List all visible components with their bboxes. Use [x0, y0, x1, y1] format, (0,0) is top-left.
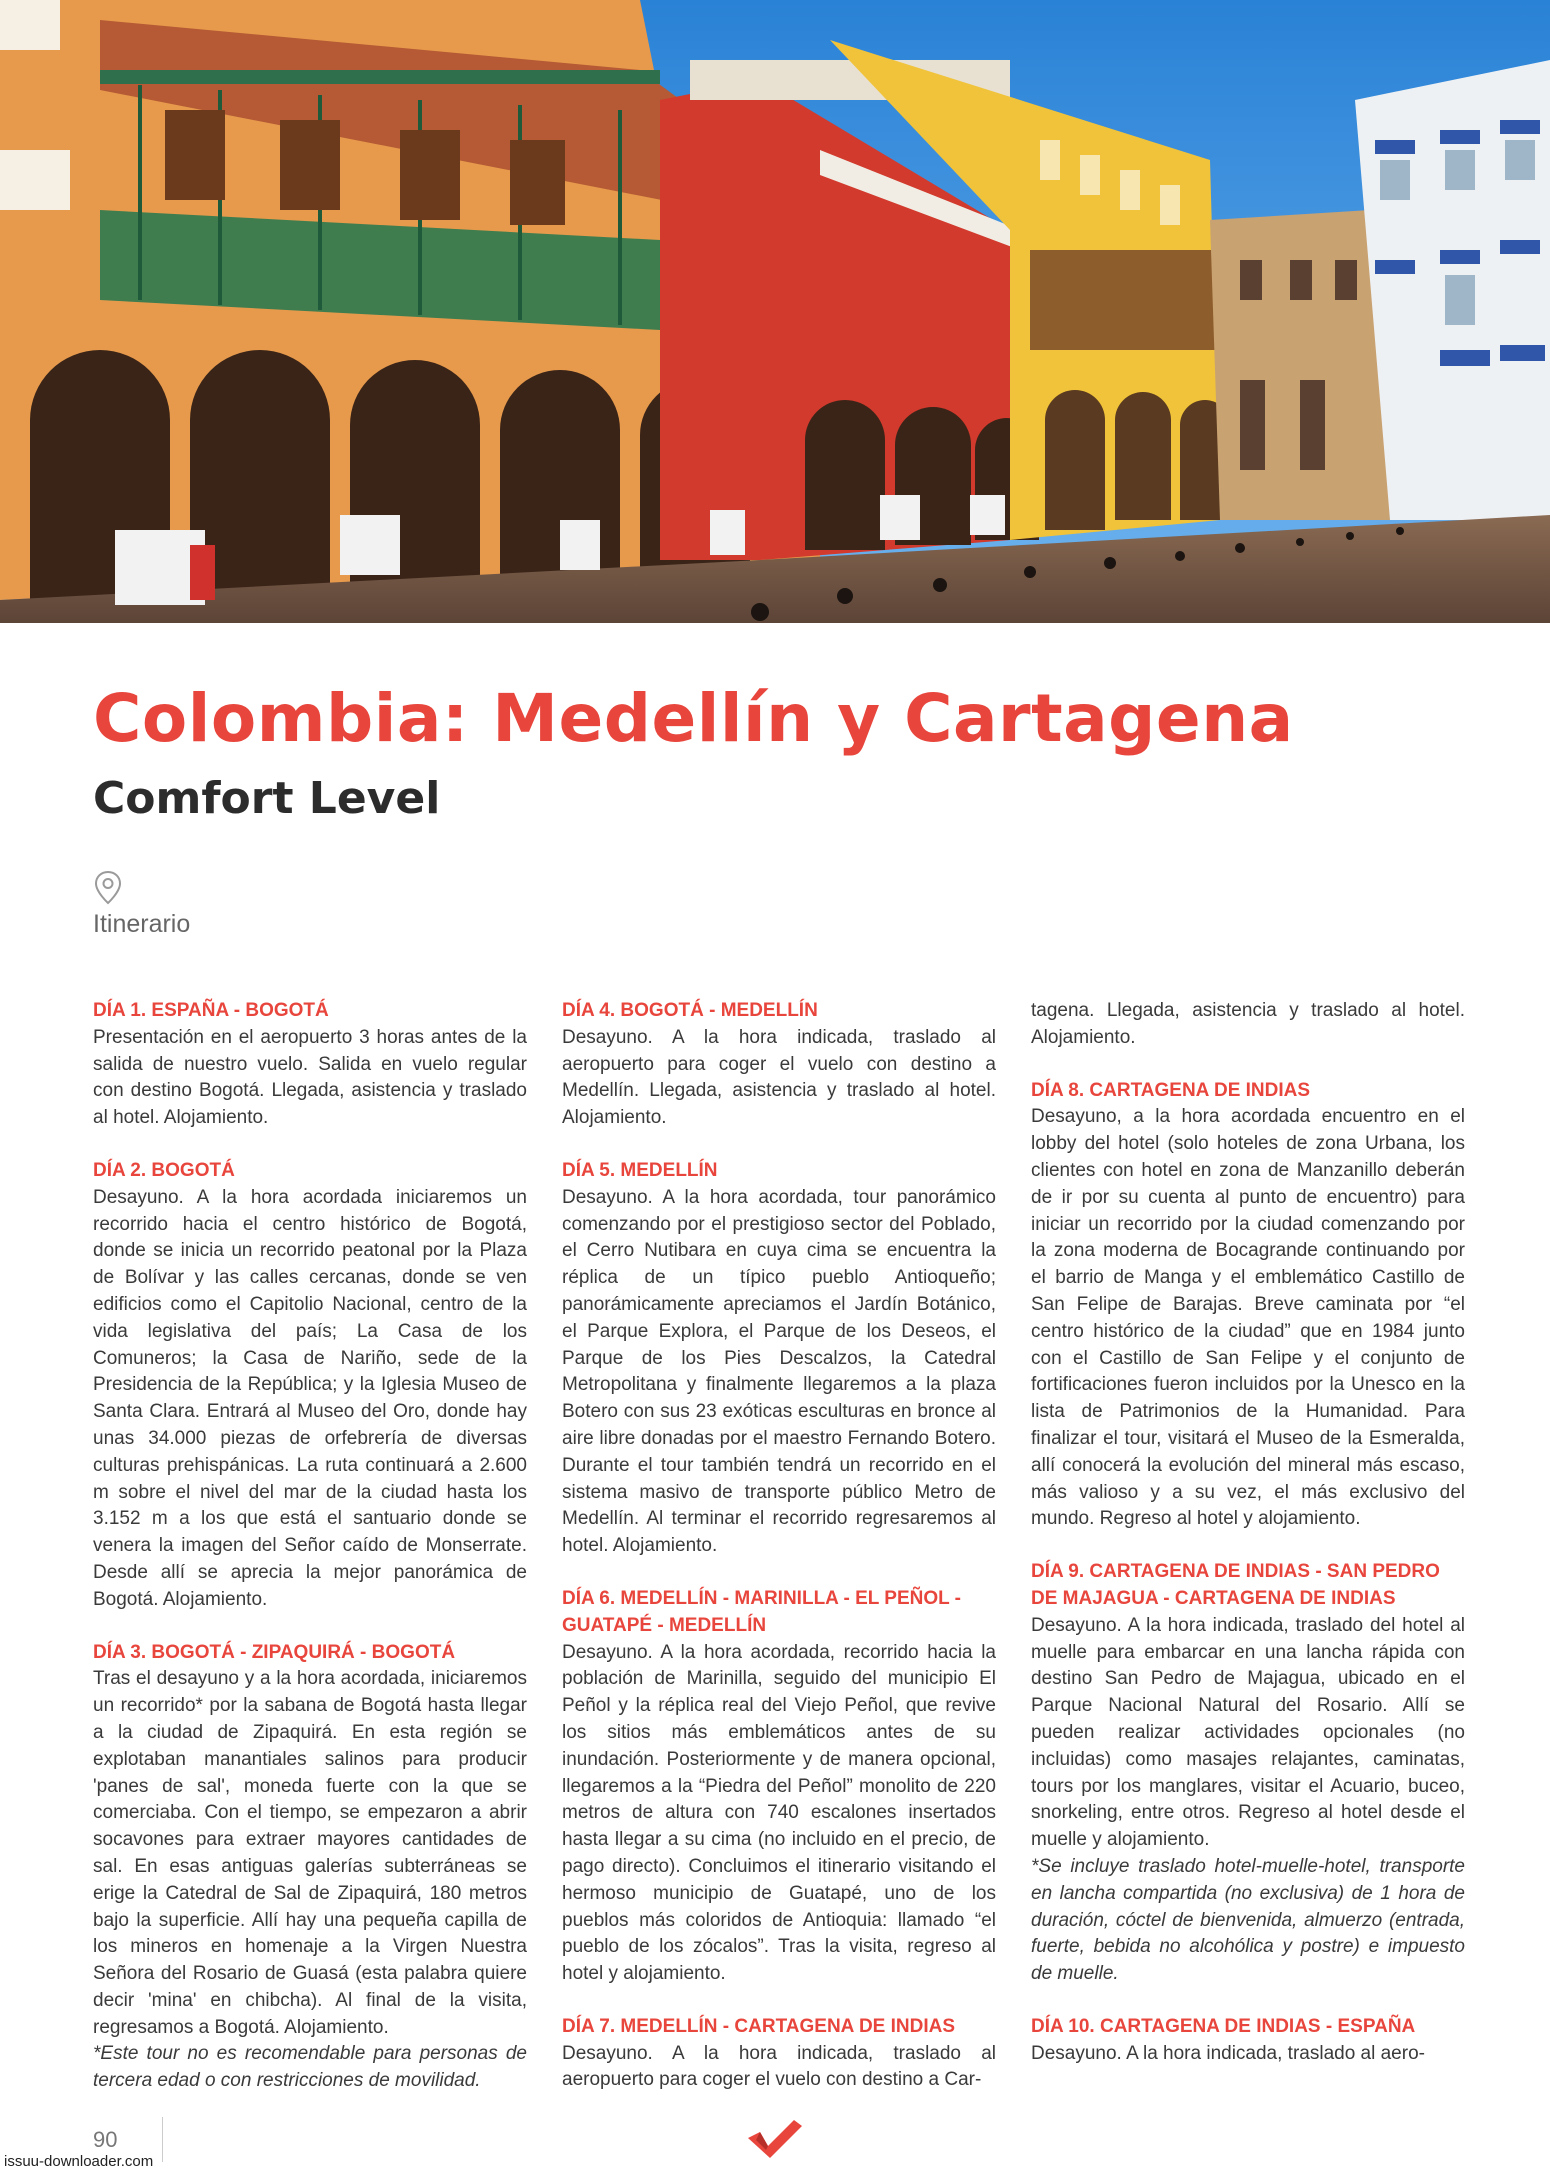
- itinerary-day: [1031, 2014, 1465, 2068]
- day-heading: DÍA 9. CARTAGENA DE INDIAS - SAN PEDRO DE MAJAGUA - CARTAGENA DE INDIAS: [1031, 1561, 1440, 1609]
- itinerary-day: [93, 1640, 527, 2096]
- day-heading: DÍA 3. BOGOTÁ - ZIPAQUIRÁ - BOGOTÁ: [93, 1641, 456, 1663]
- hero-photo: [0, 0, 1550, 623]
- day-heading: DÍA 6. MEDELLÍN - MARINILLA - EL PEÑOL - GUATAPÉ - MEDELLÍN: [562, 1587, 961, 1636]
- footer-divider: [162, 2117, 163, 2162]
- itinerary-column-1: [93, 998, 527, 2121]
- page-subtitle: Comfort Level: [93, 773, 441, 824]
- day-text: Desayuno. A la hora indicada, traslado al aero-: [1031, 2042, 1425, 2064]
- itinerary-day: [562, 1586, 996, 1988]
- day-heading: DÍA 10. CARTAGENA DE INDIAS - ESPAÑA: [1031, 2015, 1416, 2037]
- day-text: Tras el desayuno y a la hora acordada, iniciaremos un recorrido* por la sabana de Bogotá hasta llegar a la ciudad de Zipaquirá. En esta región se explotaban manantiales salinos para producir 'panes de sal', moneda fuerte con la que se comerciaba. Con el tiempo, se empezaron a abrir socavones para extraer mayores cantidades de sal. En esas antiguas galerías subterráneas se erige la Catedral de Sal de Zipaquirá, 180 metros bajo la superficie. Allí hay una pequeña capilla de los mineros en homenaje a la Virgen Nuestra Señora del Rosario de Guasá (esta palabra quiere decir 'mina' en chibcha). Al final de la visita, regresamos a Bogotá. Alojamiento.: [93, 1668, 527, 2038]
- itinerary-day: [1031, 1078, 1465, 1534]
- watermark-text: issuu-downloader.com: [0, 2153, 157, 2170]
- itinerary-column-3: [1031, 998, 1465, 2093]
- itinerary-day: [562, 998, 996, 1132]
- itinerary-day-continuation: [1031, 998, 1465, 1052]
- day-text: Desayuno. A la hora acordada iniciaremos un recorrido hacia el centro histórico de Bogotá, donde se inicia un recorrido peatonal por la Plaza de Bolívar y las calles cercanas, donde se ven edificios como el Capitolio Nacional, centro de la vida legislativa del país; La Casa de los Comuneros; la Casa de Nariño, sede de la Presidencia de la República; y la Iglesia Museo de Santa Clara. Entrará al Museo del Oro, donde hay unas 34.000 piezas de orfebrería de diversas culturas prehispánicas. La ruta continuará a 2.600 m sobre el nivel del mar de la ciudad hasta los 3.152 m a los que está el santuario donde se venera la imagen del Señor caído de Monserrate. Desde allí se aprecia la mejor panorámica de Bogotá. Alojamiento.: [93, 1186, 527, 1610]
- day-text: Desayuno. A la hora acordada, tour panorámico comenzando por el prestigioso sector del Poblado, el Cerro Nutibara en cuya cima se encuentra la réplica de un típico pueblo Antioqueño; panorámicamente apreciamos el Jardín Botánico, el Parque Explora, el Parque de los Deseos, el Parque de los Pies Descalzos, la Catedral Metropolitana y finalmente llegaremos a la plaza Botero con sus 23 exóticas esculturas en bronce al aire libre donadas por el maestro Fernando Botero. Durante el tour también tendrá un recorrido en el sistema masivo de transporte público Metro de Medellín. Al terminar el recorrido regresaremos al hotel. Alojamiento.: [562, 1186, 996, 1557]
- day-text: Desayuno. A la hora indicada, traslado al aeropuerto para coger el vuelo con destino a Medellín. Llegada, asistencia y traslado al hotel. Alojamiento.: [562, 1026, 996, 1129]
- itinerary-label: Itinerario: [93, 910, 191, 938]
- itinerary-column-2: [562, 998, 996, 2120]
- day-text: Desayuno. A la hora indicada, traslado al aeropuerto para coger el vuelo con destino a Car-: [562, 2042, 996, 2091]
- itinerary-day: [93, 998, 527, 1132]
- day-heading: DÍA 1. ESPAÑA - BOGOTÁ: [93, 1000, 329, 1021]
- page-title: Colombia: Medellín y Cartagena: [93, 680, 1294, 757]
- day-text: Desayuno, a la hora acordada encuentro en el lobby del hotel (solo hoteles de zona Urbana, los clientes con hotel en zona de Manzanillo deberán de ir por su cuenta al punto de encuentro) para iniciar un recorrido por la ciudad comenzando por la zona moderna de Bocagrande continuando por el barrio de Manga y el emblemático Castillo de San Felipe de Barajas. Breve caminata por “el centro histórico de la ciudad” que en 1984 junto con el Castillo de San Felipe y el conjunto de fortificaciones fueron incluidos por la Unesco en la lista de Patrimonios de la Humanidad. Para finalizar el tour, visitará el Museo de la Esmeralda, allí conocerá la evolución del mineral más escaso, más valioso y a su vez, el más exclusivo del mundo. Regreso al hotel y alojamiento.: [1031, 1106, 1465, 1530]
- day-heading: DÍA 5. MEDELLÍN: [562, 1159, 718, 1181]
- itinerary-day: [1031, 1559, 1465, 1988]
- itinerary-day: [562, 2014, 996, 2094]
- itinerary-day: [93, 1158, 527, 1614]
- day-note: *Se incluye traslado hotel-muelle-hotel, transporte en lancha compartida (no exclusiva) de 1 hora de duración, cóctel de bienvenida, almuerzo (entrada, fuerte, bebida no alcohólica y postre) e impuesto de muelle.: [1031, 1855, 1465, 1985]
- day-heading: DÍA 7. MEDELLÍN - CARTAGENA DE INDIAS: [562, 2015, 956, 2037]
- page-number: 90: [93, 2127, 118, 2152]
- location-pin-icon: [93, 870, 123, 906]
- day-text: tagena. Llegada, asistencia y traslado al hotel. Alojamiento.: [1031, 1000, 1465, 1048]
- day-heading: DÍA 4. BOGOTÁ - MEDELLÍN: [562, 1000, 818, 1021]
- day-heading: DÍA 8. CARTAGENA DE INDIAS: [1031, 1079, 1311, 1101]
- brand-checkmark-logo: [746, 2118, 804, 2160]
- itinerary-day: [562, 1158, 996, 1560]
- day-text: Desayuno. A la hora acordada, recorrido hacia la población de Marinilla, seguido del municipio El Peñol y la réplica real del Viejo Peñol, que revive los sitios más emblemáticos antes de su inundación. Posteriormente y de manera opcional, llegaremos a la “Piedra del Peñol” monolito de 220 metros de altura con 740 escalones insertados hasta llegar a su cima (no incluido en el precio, de pago directo). Concluimos el itinerario visitando el hermoso municipio de Guatapé, uno de los pueblos más coloridos de Antioquia: llamado “el pueblo de los zócalos”. Tras la visita, regreso al hotel y alojamiento.: [562, 1641, 996, 1985]
- day-heading: DÍA 2. BOGOTÁ: [93, 1159, 235, 1181]
- day-note: *Este tour no es recomendable para personas de tercera edad o con restricciones de movilidad.: [93, 2043, 527, 2092]
- cartagena-colonial-street-photo: [0, 0, 1550, 623]
- day-text: Desayuno. A la hora indicada, traslado del hotel al muelle para embarcar en una lancha rápida con destino San Pedro de Majagua, ubicado en el Parque Nacional Natural del Rosario. Allí se pueden realizar actividades opcionales (no incluidas) como masajes relajantes, caminatas, tours por los manglares, visitar el Acuario, buceo, snorkeling, entre otros. Regreso al hotel desde el muelle y alojamiento.: [1031, 1614, 1465, 1851]
- day-text: Presentación en el aeropuerto 3 horas antes de la salida de nuestro vuelo. Salida en vuelo regular con destino Bogotá. Llegada, asistencia y traslado al hotel. Alojamiento.: [93, 1026, 527, 1129]
